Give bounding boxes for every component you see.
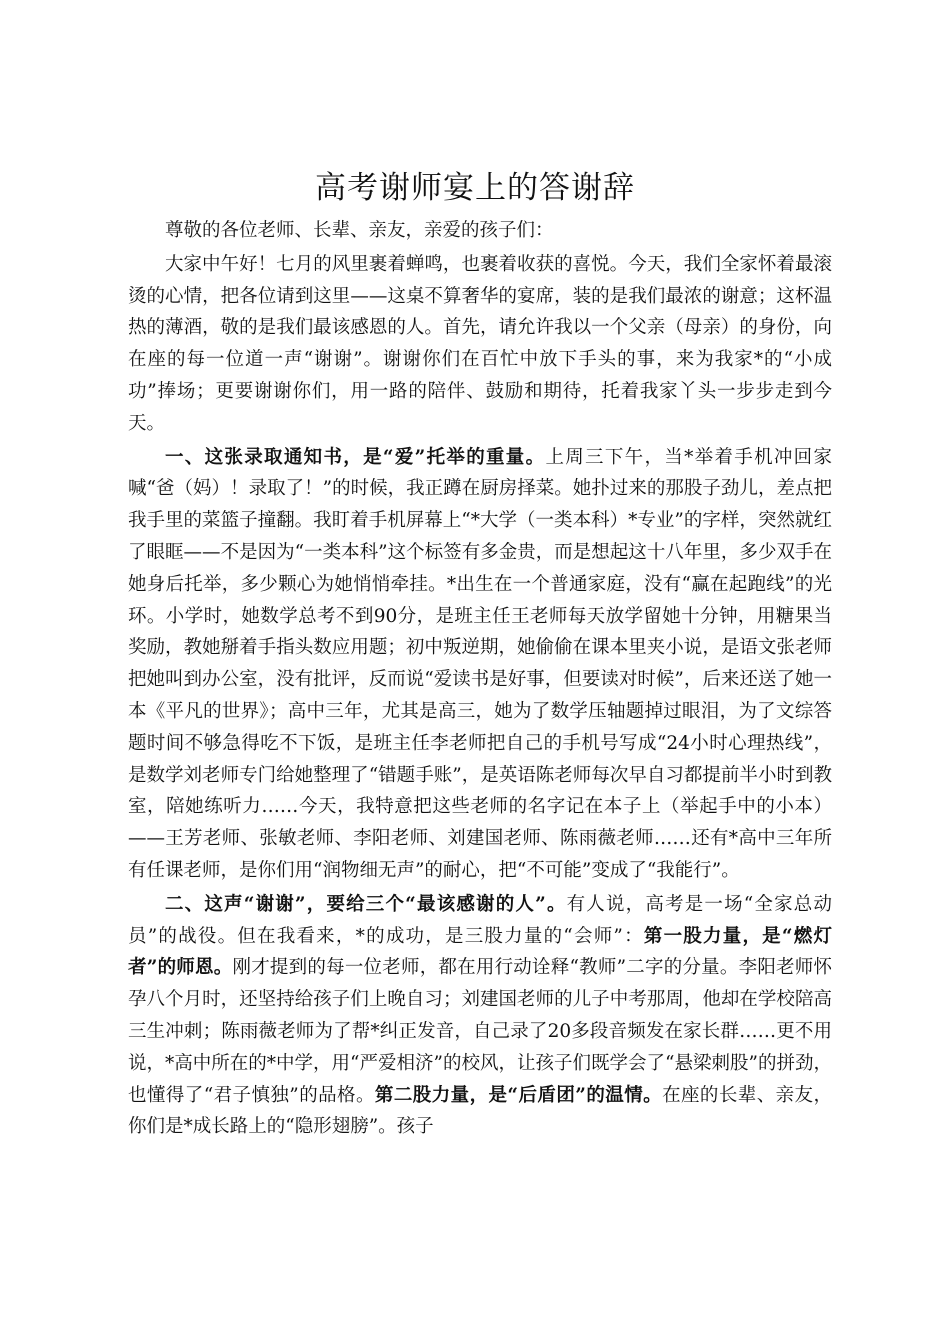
section-one-text: 上周三下午，当*举着手机冲回家喊“爸（妈）！录取了！”的时候，我正蹲在厨房择菜。她扑过来的那股子劲儿，差点把我手里的菜篮子撞翻。我盯着手机屏幕上“*大学（一类本科）*专业”的字样，突然就红了眼眶——不是因为“一类本科”这个标签有多金贵，而是想起这十八年里，多少双手在她身后托举，多少颗心为她悄悄牵挂。*出生在一个普通家庭，没有“赢在起跑线”的光环。小学时，她数学总考不到90分，是班主任王老师每天放学留她十分钟，用糖果当奖励，教她掰着手指头数应用题；初中叛逆期，她偷偷在课本里夹小说，是语文张老师把她叫到办公室，没有批评，反而说“爱读书是好事，但要读对时候”，后来还送了她一本《平凡的世界》；高中三年，尤其是高三，她为了数学压轴题掉过眼泪，为了文综答题时间不够急得吃不下饭，是班主任李老师把自己的手机号写成“24小时心理热线”，是数学刘老师专门给她整理了“错题手账”，是英语陈老师每次早自习都提前半小时到教室，陪她练听力……今天，我特意把这些老师的名字记在本子上（举起手中的小本）——王芳老师、张敏老师、李阳老师、刘建国老师、陈雨薇老师……还有*高中三年所有任课老师，是你们用“润物细无声”的耐心，把“不可能”变成了“我能行”。 [128, 446, 832, 881]
greeting-text: 尊敬的各位老师、长辈、亲友，亲爱的孩子们： [165, 220, 554, 241]
paragraph-section-one [128, 442, 832, 887]
second-force-heading: 第二股力量，是“后盾团”的温情。 [374, 1084, 663, 1106]
first-force-heading: 第一股力量，是“燃灯者”的师恩。 [128, 925, 832, 979]
document-body [128, 215, 832, 1143]
paragraph-section-two [128, 889, 832, 1143]
section-two-heading: 二、这声“谢谢”，要给三个“最该感谢的人”。 [165, 893, 567, 915]
section-one-heading: 一、这张录取通知书，是“爱”托举的重量。 [165, 446, 546, 468]
second-force-text: 在座的长辈、亲友，你们是*成长路上的“隐形翅膀”。孩子 [128, 1084, 832, 1138]
paragraph-greeting [128, 215, 832, 247]
opening-text: 大家中午好！七月的风里裹着蝉鸣，也裹着收获的喜悦。今天，我们全家怀着最滚烫的心情，把各位请到这里——这桌不算奢华的宴席，装的是我们最浓的谢意；这杯温热的薄酒，敬的是我们最该感恩的人。首先，请允许我以一个父亲（母亲）的身份，向在座的每一位道一声“谢谢”。谢谢你们在百忙中放下手头的事，来为我家*的“小成功”捧场；更要谢谢你们，用一路的陪伴、鼓励和期待，托着我家丫头一步步走到今天。 [128, 253, 832, 434]
section-two-intro: 有人说，高考是一场“全家总动员”的战役。但在我看来，*的成功，是三股力量的“会师”： [128, 893, 832, 947]
first-force-text: 刚才提到的每一位老师，都在用行动诠释“教师”二字的分量。李阳老师怀孕八个月时，还坚持给孩子们上晚自习；刘建国老师的儿子中考那周，他却在学校陪高三生冲刺；陈雨薇老师为了帮*纠正发音，自己录了20多段音频发在家长群……更不用说，*高中所在的*中学，用“严爱相济”的校风，让孩子们既学会了“悬梁刺股”的拼劲，也懂得了“君子慎独”的品格。 [128, 957, 832, 1106]
paragraph-opening [128, 249, 832, 440]
document-title: 高考谢师宴上的答谢辞 [315, 170, 635, 206]
